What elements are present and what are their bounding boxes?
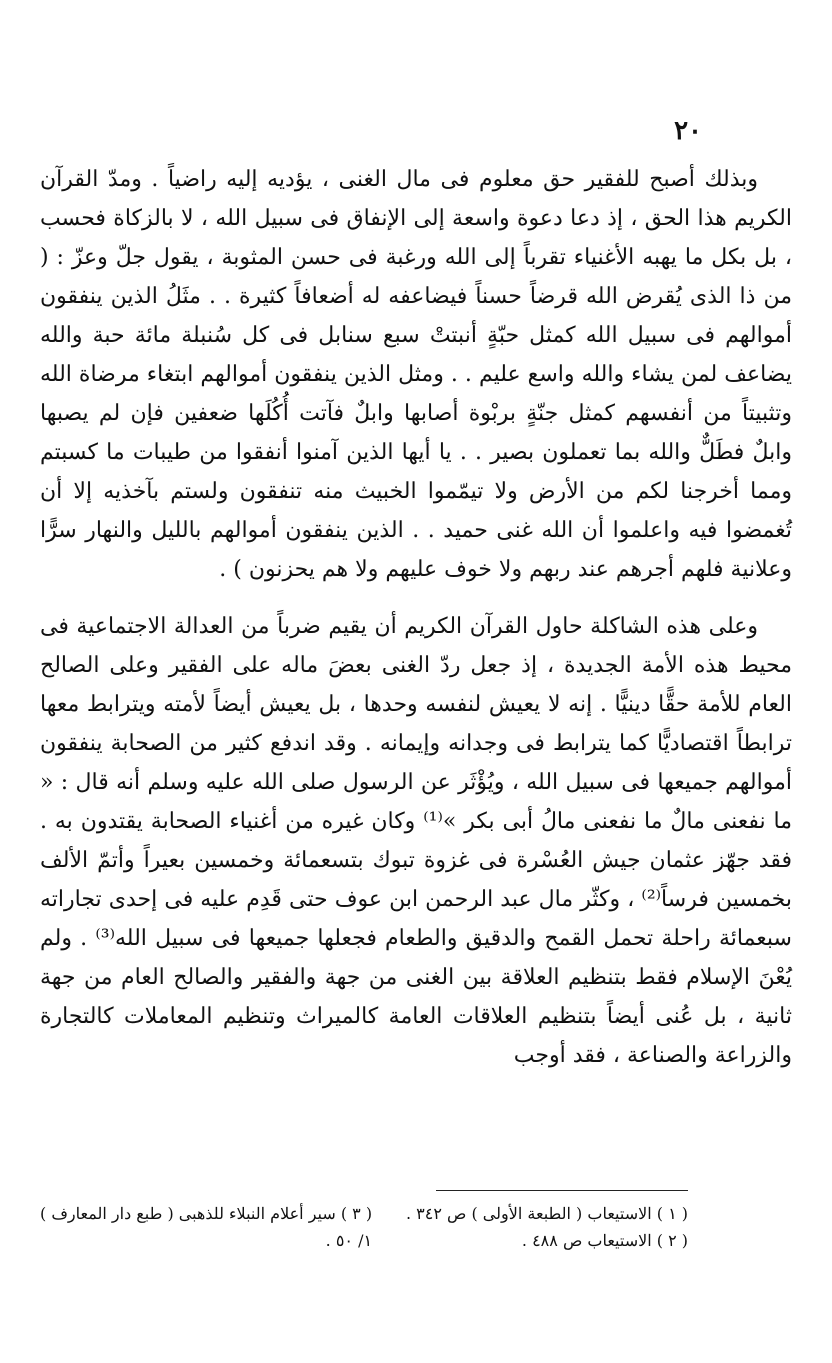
paragraph-2: وعلى هذه الشاكلة حاول القرآن الكريم أن يقيم ضرباً من العدالة الاجتماعية فى محيط هذه الأمة الجديدة ، إذ جعل ردّ الغنى بعضَ ماله على الفقير وعلى الصالح العام للأمة حقًّا دينيًّا . إنه لا يعيش لنفسه وحدها ، بل يعيش أيضاً لأمته ويترابط معها ترابطاً اقتصاديًّا كما يترابط فى وجدانه وإيمانه . وقد اندفع كثير من الصحابة ينفقون أموالهم جميعها فى سبيل الله ، ويُؤْثَر عن الرسول صلى الله عليه وسلم أنه قال : « ما نفعنى مالٌ ما نفعنى مالُ أبى بكر »⁽¹⁾ وكان غيره من أغنياء الصحابة يقتدون به . فقد جهّز عثمان جيش العُسْرة فى غزوة تبوك بتسعمائة وخمسين بعيراً وأتمّ الألف بخمسين فرساً⁽²⁾ ، وكثّر مال عبد الرحمن ابن عوف حتى قَدِم عليه فى إحدى تجاراته سبعمائة راحلة تحمل القمح والدقيق والطعام فجعلها جميعها فى سبيل الله⁽³⁾ . ولم يُعْنَ الإسلام فقط بتنظيم العلاقة بين الغنى من جهة والفقير والصالح العام من جهة ثانية ، بل عُنى أيضاً بتنظيم العلاقات العامة كالميراث وتنظيم المعاملات كالتجارة والزراعة والصناعة ، فقد أوجب [40,614,793,1068]
footnotes [40,1200,688,1254]
footnote-2: ( ٢ ) الاستيعاب ص ٤٨٨ . [521,1231,688,1250]
paragraph-1: وبذلك أصبح للفقير حق معلوم فى مال الغنى ، يؤديه إليه راضياً . ومدّ القرآن الكريم هذا الحق ، إذ دعا دعوة واسعة إلى الإنفاق فى سبيل الله ، لا بالزكاة فحسب ، بل بكل ما يهبه الأغنياء تقرباً إلى الله ورغبة فى حسن المثوبة ، يقول جلّ وعزّ : ( من ذا الذى يُقرض الله قرضاً حسناً فيضاعفه له أضعافاً كثيرة . . مثَلُ الذين ينفقون أموالهم فى سبيل الله كمثل حبّةٍ أنبتتْ سبع سنابل فى كل سُنبلة مائة حبة والله يضاعف لمن يشاء والله واسع عليم . . ومثل الذين ينفقون أموالهم ابتغاء مرضاة الله وتثبيتاً من أنفسهم كمثل جنّةٍ بربْوة أصابها وابلٌ فآتت أُكُلَها ضعفين فإن لم يصبها وابلٌ فطَلٌّ والله بما تعملون بصير . . يا أيها الذين آمنوا أنفقوا من طيبات ما كسبتم ومما أخرجنا لكم من الأرض ولا تيمّموا الخبيث منه تنفقون ولستم بآخذيه إلا أن تُغمضوا فيه واعلموا أن الله غنى حميد . . الذين ينفقون أموالهم بالليل والنهار سرًّا وعلانية فلهم أجرهم عند ربهم ولا خوف عليهم ولا هم يحزنون ) . [40,167,792,582]
body-text [40,160,792,1075]
footnote-1: ( ١ ) الاستيعاب ( الطبعة الأولى ) ص ٣٤٢ . [406,1204,688,1223]
footnote-divider [436,1190,688,1191]
footnote-3: ( ٣ ) سير أعلام النبلاء للذهبى ( طبع دار المعارف ) [40,1204,373,1223]
footnotes-right-column [392,1200,688,1254]
page-number: ٢٠ [674,116,702,146]
footnotes-left-column [40,1200,372,1254]
footnote-3-continued: ١/ ٥٠ . [325,1231,373,1250]
